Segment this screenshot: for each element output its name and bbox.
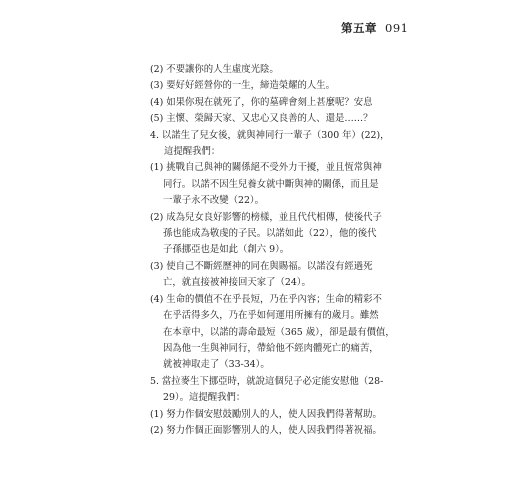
text-line: 因為他一生與神同行，帶給他不經肉體死亡的痛苦，	[163, 342, 379, 354]
text-line: 就被神取走了（33-34）。	[163, 359, 270, 371]
text-line: 29）。這提醒我們：	[163, 392, 246, 404]
text-line: (2) 成為兒女良好影響的榜樣，並且代代相傳，使後代子	[150, 211, 382, 223]
body-text	[150, 62, 402, 439]
text-line: (2) 努力作個正面影響別人的人，使人因我們得著祝福。	[150, 424, 382, 436]
text-line: 一輩子永不改變（22）。	[163, 195, 264, 207]
text-line: (1) 努力作個安慰鼓勵別人的人，使人因我們得著幫助。	[150, 408, 382, 420]
text-line: (3) 要好好經營你的一生，締造榮耀的人生。	[150, 80, 336, 92]
text-line: 在本章中，以諾的壽命最短（365 歲），卻是最有價值，	[163, 326, 395, 338]
page-header	[341, 20, 408, 36]
page-number: 091	[385, 21, 409, 35]
text-line: (4) 如果你現在就死了，你的墓碑會刻上甚麼呢？安息	[150, 96, 373, 108]
text-line: 4. 以諾生了兒女後，就與神同行一輩子（300 年）(22)，	[150, 129, 390, 141]
text-line: (3) 使自己不斷經歷神的同在與賜福。以諾沒有經過死	[150, 260, 373, 272]
text-line: (1) 挑戰自己與神的關係絕不受外力干擾，並且恆常與神	[150, 162, 382, 174]
text-line: 亡，就直接被神接回天家了（24）。	[163, 277, 311, 289]
chapter-title: 第五章	[341, 21, 377, 35]
text-line: 在乎活得多久，乃在乎如何運用所擁有的歲月。雖然	[163, 310, 379, 322]
text-line: 這提醒我們：	[164, 146, 221, 158]
text-line: (2) 不要讓你的人生虛度光陰。	[150, 64, 279, 75]
text-line: 同行。以諾不因生兒養女就中斷與神的關係，而且是	[163, 178, 379, 190]
text-line: 孫也能成為敬虔的子民。以諾如此（22），他的後代	[163, 228, 377, 240]
text-line: (4) 生命的價值不在乎長短，乃在乎內容；生命的精彩不	[150, 293, 382, 305]
text-line: 子孫挪亞也是如此（創六 9）。	[163, 244, 290, 256]
text-line: 5. 當拉麥生下挪亞時，就說這個兒子必定能安慰他（28-	[150, 375, 384, 387]
text-line: (5) 主懷、榮歸天家、又忠心又良善的人、還是……？	[150, 113, 373, 125]
